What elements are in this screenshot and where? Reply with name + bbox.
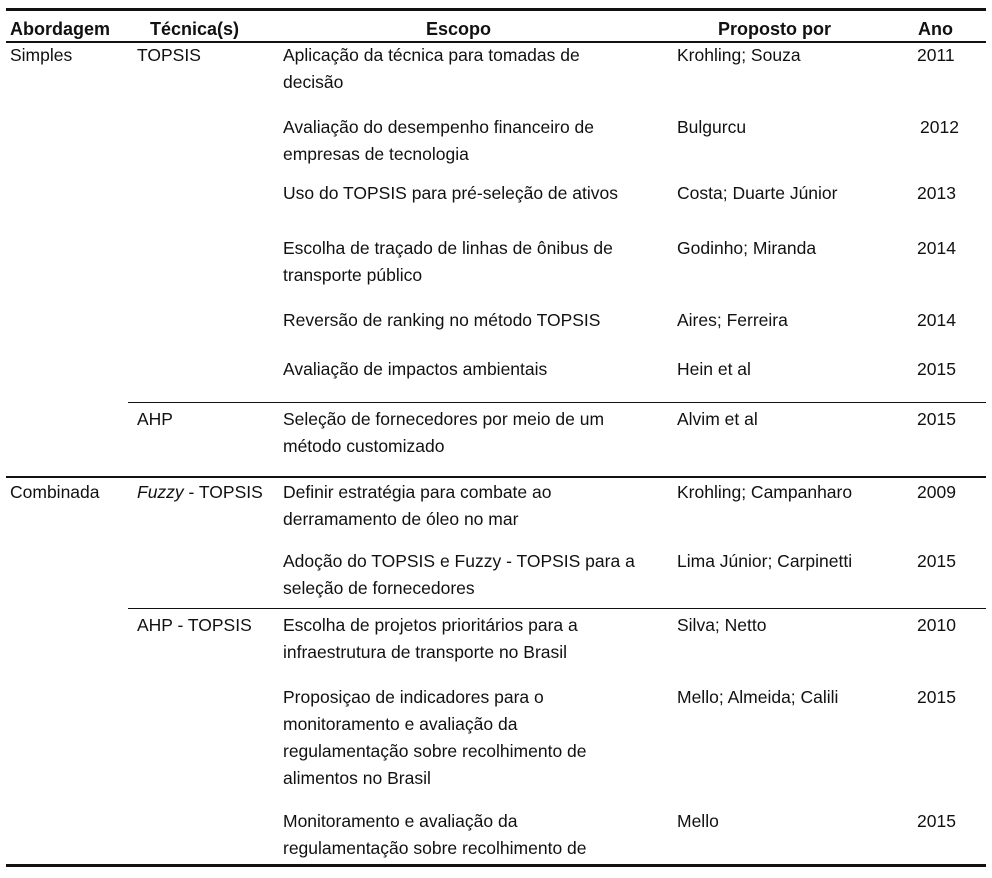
group-simples: Simples: [10, 45, 73, 65]
escopo-line: infraestrutura de transporte no Brasil: [283, 642, 568, 662]
escopo-line: regulamentação sobre recolhimento de: [283, 838, 587, 858]
row-proposto: Mello: [677, 811, 719, 831]
row-proposto: Bulgurcu: [677, 117, 747, 137]
row-ano: 2009: [917, 482, 956, 502]
row-escopo: [283, 235, 613, 289]
row-proposto: Krohling; Souza: [677, 45, 801, 65]
escopo-line: Escolha de projetos prioritários para a: [283, 615, 578, 635]
escopo-line: monitoramento e avaliação da: [283, 714, 518, 734]
row-ano: 2012: [920, 117, 959, 137]
row-escopo: [283, 684, 587, 792]
escopo-line: método customizado: [283, 436, 445, 456]
row-proposto: Costa; Duarte Júnior: [677, 183, 838, 203]
tecnica-topsis: TOPSIS: [137, 45, 201, 65]
row-ano: 2011: [917, 45, 955, 65]
escopo-line: decisão: [283, 72, 344, 92]
row-escopo: [283, 808, 587, 862]
row-escopo: [283, 307, 600, 334]
row-ano: 2014: [917, 310, 956, 330]
header-abordagem: Abordagem: [10, 19, 111, 39]
row-ano: 2015: [917, 687, 956, 707]
top-rule: [6, 8, 986, 11]
escopo-line: Proposiçao de indicadores para o: [283, 687, 544, 707]
escopo-line: Reversão de ranking no método TOPSIS: [283, 310, 601, 330]
row-proposto: Krohling; Campanharo: [677, 482, 853, 502]
row-ano: 2015: [917, 359, 956, 379]
row-escopo: [283, 548, 635, 602]
header-proposto: Proposto por: [718, 19, 831, 39]
escopo-line: alimentos no Brasil: [283, 768, 431, 788]
escopo-line: Definir estratégia para combate ao: [283, 482, 552, 502]
row-ano: 2015: [917, 551, 956, 571]
escopo-line: seleção de fornecedores: [283, 578, 475, 598]
row-escopo: [283, 114, 594, 168]
tecnica-fuzzy-topsis: [137, 479, 263, 506]
row-proposto: Alvim et al: [677, 409, 758, 429]
escopo-line: Uso do TOPSIS para pré-seleção de ativos: [283, 183, 618, 203]
escopo-line: regulamentação sobre recolhimento de: [283, 741, 587, 761]
escopo-line: Monitoramento e avaliação da: [283, 811, 518, 831]
escopo-line: Aplicação da técnica para tomadas de: [283, 45, 580, 65]
tecnica-fuzzy-italic: Fuzzy: [137, 482, 184, 502]
header-ano: Ano: [918, 19, 953, 39]
row-ano: 2014: [917, 238, 956, 258]
row-escopo: [283, 42, 580, 96]
escopo-line: Seleção de fornecedores por meio de um: [283, 409, 605, 429]
row-ano: 2010: [917, 615, 956, 635]
header-tecnica: Técnica(s): [150, 19, 240, 39]
escopo-line: derramamento de óleo no mar: [283, 509, 519, 529]
escopo-line: Adoção do TOPSIS e Fuzzy - TOPSIS para a: [283, 551, 635, 571]
group-divider: [6, 476, 986, 478]
row-ano: 2013: [917, 183, 956, 203]
row-escopo: [283, 356, 547, 383]
tecnica-ahp-topsis: AHP - TOPSIS: [137, 615, 252, 635]
row-escopo: [283, 406, 604, 460]
row-escopo: [283, 612, 578, 666]
escopo-line: Avaliação de impactos ambientais: [283, 359, 548, 379]
tecnica-ahp: AHP: [137, 409, 173, 429]
ahp-divider: [128, 402, 986, 403]
escopo-line: Avaliação do desempenho financeiro de: [283, 117, 595, 137]
row-ano: 2015: [917, 811, 956, 831]
escopo-line: Escolha de traçado de linhas de ônibus de: [283, 238, 613, 258]
ahp-topsis-divider: [128, 608, 986, 609]
escopo-line: transporte público: [283, 265, 423, 285]
row-escopo: [283, 180, 618, 207]
row-proposto: Silva; Netto: [677, 615, 767, 635]
group-combinada: Combinada: [10, 482, 100, 502]
row-proposto: Godinho; Miranda: [677, 238, 817, 258]
header-escopo: Escopo: [426, 19, 492, 39]
tecnica-fuzzy-rest: - TOPSIS: [183, 482, 263, 502]
escopo-line: empresas de tecnologia: [283, 144, 469, 164]
row-proposto: Hein et al: [677, 359, 751, 379]
row-escopo: [283, 479, 551, 533]
row-proposto: Aires; Ferreira: [677, 310, 788, 330]
bottom-rule: [6, 864, 986, 867]
row-proposto: Lima Júnior; Carpinetti: [677, 551, 853, 571]
row-ano: 2015: [917, 409, 956, 429]
row-proposto: Mello; Almeida; Calili: [677, 687, 839, 707]
